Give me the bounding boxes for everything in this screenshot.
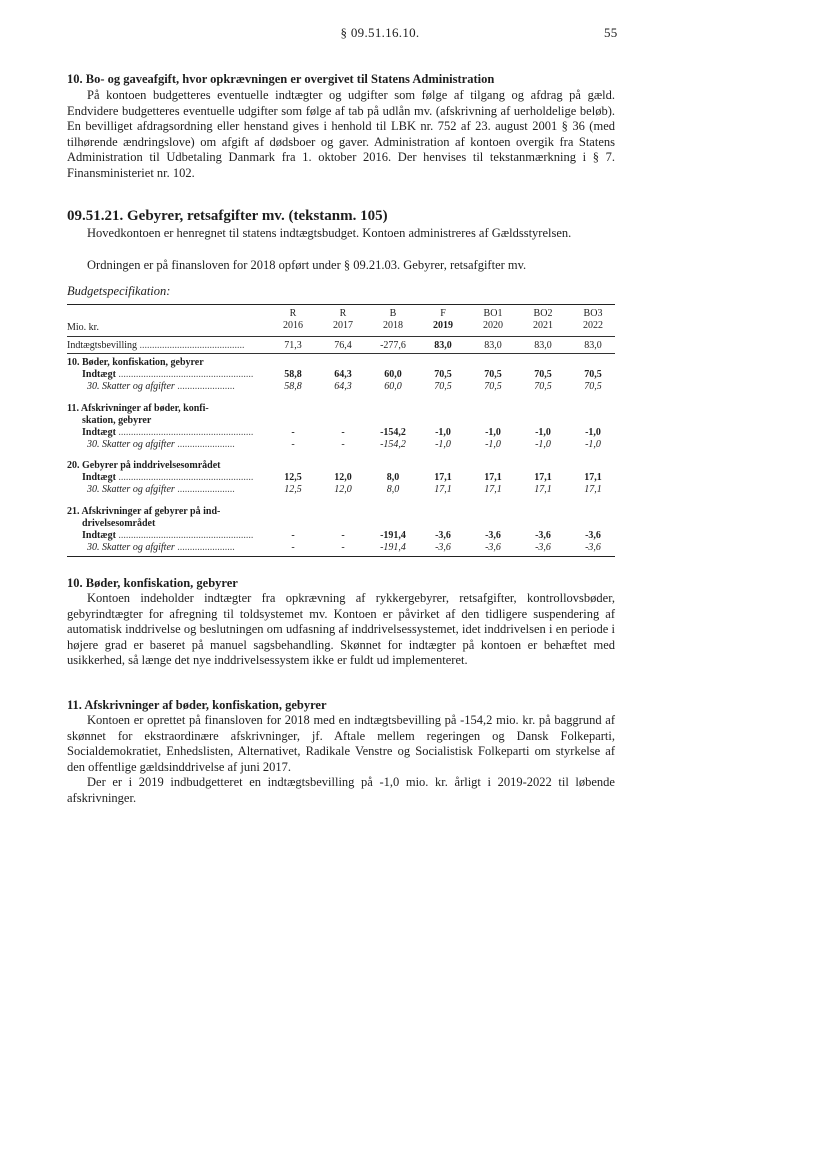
total-value: 71,3 — [284, 340, 302, 351]
income-value: 12,0 — [334, 472, 352, 483]
income-value: -154,2 — [380, 427, 406, 438]
income-value: -1,0 — [585, 427, 601, 438]
total-label: Indtægtsbevilling .......................................... — [67, 340, 245, 351]
sec10-top-title: 10. Bo- og gaveafgift, hvor opkrævningen er overgivet til Statens Administration — [67, 72, 495, 86]
sub-value: -1,0 — [435, 439, 451, 450]
sec11-title: 11. Afskrivninger af bøder, konfiskation, gebyrer — [67, 698, 327, 712]
income-label: Indtægt ...................................................... — [82, 472, 254, 483]
col-header-top: BO1 — [483, 308, 503, 319]
income-value: -3,6 — [535, 530, 551, 541]
sec10-body: Kontoen indeholder indtægter fra opkrævning af rykkergebyrer, retsafgifter, kontrollovsbøder, gebyrindtægter for afregning til toldsystemet mv. Kontoen er påvirket af den tidligere suspendering af automatisk inddrivelse og beslutningen om udfasning af inddrivelsessystemet, idet inddrivelsen i en periode i højere grad er baseret på manuel sagsbehandling. Skønnet for indtægter på kontoen er behæftet med usikkerhed, så længe det nye inddrivelsessystem ikke er fuldt ud implementeret. — [67, 591, 615, 667]
sub-value: -3,6 — [485, 542, 501, 553]
income-value: 70,5 — [434, 369, 452, 380]
sub-value: -1,0 — [535, 439, 551, 450]
income-value: 8,0 — [386, 472, 400, 483]
income-label: Indtægt ...................................................... — [82, 427, 254, 438]
col-header-year: 2018 — [383, 320, 403, 331]
col-header-year: 2020 — [483, 320, 503, 331]
total-value: 83,0 — [484, 340, 502, 351]
col-header-top: R — [289, 308, 297, 319]
income-value: 58,8 — [284, 369, 302, 380]
main-paragraph-1: Hovedkontoen er henregnet til statens indtægtsbudget. Kontoen administreres af Gældsstyrelsen. — [87, 226, 572, 240]
income-value: -3,6 — [435, 530, 451, 541]
income-value: -1,0 — [535, 427, 551, 438]
sec11-paragraph-1: Kontoen er oprettet på finansloven for 2018 med en indtægtsbevilling på -154,2 mio. kr. på baggrund af skønnet for ekstraordinære afskrivninger, jf. Aftale mellem regeringen og Dansk Folkeparti, Socialdemokratiet, Enhedslisten, Alternativet, Radikale Venstre og Socialistisk Folkeparti om styrkelse af den offentlige gældsinddrivelse af juni 2017. — [67, 713, 615, 774]
sec10-top-body: På kontoen budgetteres eventuelle indtægter og udgifter som følge af tilgang og afdrag på gæld. Endvidere budgetteres eventuelle udgifter som følge af tab på udlån mv. (afskrivning af uerholdelige beløb). En bevilliget afdragsordning eller henstand gives i henhold til LBK nr. 752 af 23. august 2001 § 36 (med tilhørende ændringslove) om afgift af dødsboer og gaver. Administration af kontoen overgik fra Statens Administration til Udbetaling Danmark fra 1. oktober 2016. Der henvises til tekstanmærkning i § 7. Finansministeriet nr. 102. — [67, 88, 615, 180]
col-header-year: 2016 — [283, 320, 303, 331]
sub-value: -1,0 — [585, 439, 601, 450]
col-header-top: F — [440, 308, 446, 319]
income-value: 12,5 — [284, 472, 302, 483]
group-title: 10. Bøder, konfiskation, gebyrer — [67, 357, 204, 368]
col-header-year: 2017 — [333, 320, 353, 331]
sub-value: -3,6 — [585, 542, 601, 553]
income-value: 17,1 — [584, 472, 602, 483]
income-value: 17,1 — [434, 472, 452, 483]
sub-value: 17,1 — [534, 484, 552, 495]
sec10-title: 10. Bøder, konfiskation, gebyrer — [67, 576, 238, 590]
sub-value: -3,6 — [535, 542, 551, 553]
group-title: 11. Afskrivninger af bøder, konfi- — [67, 403, 209, 414]
col-header-top: BO2 — [533, 308, 553, 319]
income-value: -3,6 — [585, 530, 601, 541]
income-value: 70,5 — [534, 369, 552, 380]
sub-value: 17,1 — [484, 484, 502, 495]
col-header-year: 2022 — [583, 320, 603, 331]
income-value: - — [341, 530, 345, 541]
sub-value: 60,0 — [384, 381, 402, 392]
total-value: -277,6 — [380, 340, 406, 351]
sub-label: 30. Skatter og afgifter ....................... — [87, 381, 235, 392]
income-value: 17,1 — [484, 472, 502, 483]
sub-label: 30. Skatter og afgifter ....................... — [87, 484, 235, 495]
col-header-top: R — [339, 308, 347, 319]
col-header-year: 2019 — [433, 320, 453, 331]
sub-value: 70,5 — [534, 381, 552, 392]
income-value: 17,1 — [534, 472, 552, 483]
income-value: -1,0 — [485, 427, 501, 438]
sec11-paragraph-2: Der er i 2019 indbudgetteret en indtægtsbevilling på -1,0 mio. kr. årligt i 2019-2022 til løbende afskrivninger. — [67, 775, 615, 805]
sub-value: 64,3 — [334, 381, 352, 392]
group-title: 20. Gebyrer på inddrivelsesområdet — [67, 460, 221, 471]
income-value: 70,5 — [484, 369, 502, 380]
sub-value: -3,6 — [435, 542, 451, 553]
sub-value: - — [341, 439, 345, 450]
sub-label: 30. Skatter og afgifter ....................... — [87, 439, 235, 450]
sub-value: 17,1 — [584, 484, 602, 495]
total-value: 83,0 — [584, 340, 602, 351]
unit-label: Mio. kr. — [67, 322, 99, 333]
income-label: Indtægt ...................................................... — [82, 369, 254, 380]
total-value: 83,0 — [434, 340, 452, 351]
page-number: 55 — [604, 25, 618, 40]
income-value: -1,0 — [435, 427, 451, 438]
income-value: 64,3 — [334, 369, 352, 380]
total-value: 76,4 — [334, 340, 352, 351]
sub-value: -154,2 — [380, 439, 406, 450]
income-value: - — [291, 427, 295, 438]
budget-caption: Budgetspecifikation: — [67, 284, 171, 298]
income-value: -191,4 — [380, 530, 406, 541]
income-value: - — [291, 530, 295, 541]
sub-value: 70,5 — [584, 381, 602, 392]
sub-value: 70,5 — [434, 381, 452, 392]
sub-value: 8,0 — [386, 484, 400, 495]
group-title-cont: drivelsesområdet — [82, 518, 156, 529]
col-header-year: 2021 — [533, 320, 553, 331]
sub-value: 58,8 — [284, 381, 302, 392]
main-title: 09.51.21. Gebyrer, retsafgifter mv. (tekstanm. 105) — [67, 208, 388, 224]
income-value: 70,5 — [584, 369, 602, 380]
income-value: -3,6 — [485, 530, 501, 541]
col-header-top: B — [389, 308, 397, 319]
income-label: Indtægt ...................................................... — [82, 530, 254, 541]
sub-value: 17,1 — [434, 484, 452, 495]
sub-value: 12,0 — [334, 484, 352, 495]
group-title: 21. Afskrivninger af gebyrer på ind- — [67, 506, 221, 517]
sub-value: 12,5 — [284, 484, 302, 495]
sub-value: -191,4 — [380, 542, 406, 553]
sub-value: -1,0 — [485, 439, 501, 450]
income-value: 60,0 — [384, 369, 402, 380]
section-header: § 09.51.16.10. — [340, 25, 420, 40]
sub-label: 30. Skatter og afgifter ....................... — [87, 542, 235, 553]
income-value: - — [341, 427, 345, 438]
sub-value: - — [291, 542, 295, 553]
sub-value: - — [341, 542, 345, 553]
sub-value: - — [291, 439, 295, 450]
col-header-top: BO3 — [583, 308, 603, 319]
main-paragraph-2: Ordningen er på finansloven for 2018 opført under § 09.21.03. Gebyrer, retsafgifter mv. — [87, 258, 527, 272]
group-title-cont: skation, gebyrer — [82, 415, 152, 426]
sub-value: 70,5 — [484, 381, 502, 392]
total-value: 83,0 — [534, 340, 552, 351]
